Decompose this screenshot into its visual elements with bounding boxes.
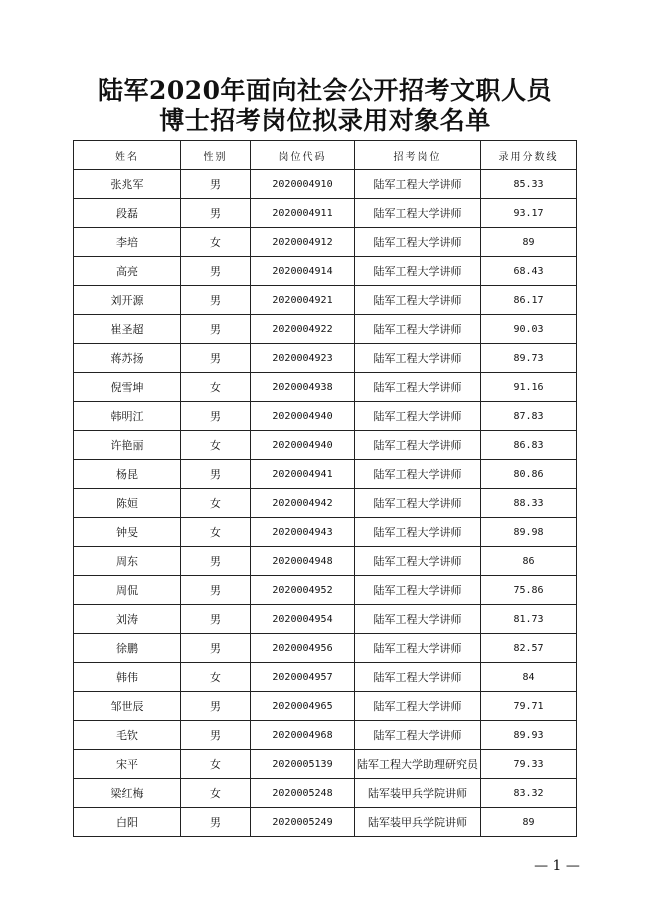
page-number: — 1 — [534,858,580,874]
cell-score: 81.73 [481,605,577,634]
cell-gender: 女 [181,228,251,257]
cell-gender: 男 [181,460,251,489]
cell-position-code: 2020004954 [251,605,355,634]
table-row [74,257,577,286]
table-row [74,344,577,373]
cell-position: 陆军工程大学讲师 [355,489,481,518]
cell-name: 刘涛 [74,605,181,634]
cell-position: 陆军工程大学讲师 [355,257,481,286]
candidate-table [73,140,577,837]
cell-gender: 女 [181,489,251,518]
cell-score: 87.83 [481,402,577,431]
cell-position-code: 2020005249 [251,808,355,837]
cell-name: 段磊 [74,199,181,228]
cell-gender: 女 [181,431,251,460]
cell-gender: 男 [181,634,251,663]
cell-score: 79.33 [481,750,577,779]
header-position: 招考岗位 [355,141,481,170]
cell-position: 陆军工程大学讲师 [355,286,481,315]
table-row [74,228,577,257]
cell-gender: 女 [181,663,251,692]
cell-gender: 男 [181,605,251,634]
cell-name: 陈姮 [74,489,181,518]
cell-position-code: 2020004956 [251,634,355,663]
table-row [74,460,577,489]
cell-gender: 男 [181,170,251,199]
cell-position-code: 2020004952 [251,576,355,605]
cell-name: 高亮 [74,257,181,286]
cell-name: 张兆军 [74,170,181,199]
cell-name: 周东 [74,547,181,576]
cell-name: 钟旻 [74,518,181,547]
cell-position: 陆军工程大学讲师 [355,518,481,547]
cell-position-code: 2020004938 [251,373,355,402]
cell-position-code: 2020004914 [251,257,355,286]
cell-name: 徐鹏 [74,634,181,663]
cell-position: 陆军工程大学讲师 [355,605,481,634]
table-row [74,373,577,402]
table-row [74,779,577,808]
header-row [74,141,577,170]
cell-position-code: 2020004921 [251,286,355,315]
cell-gender: 男 [181,808,251,837]
cell-position-code: 2020004923 [251,344,355,373]
cell-name: 许艳丽 [74,431,181,460]
cell-gender: 男 [181,721,251,750]
cell-position-code: 2020004912 [251,228,355,257]
cell-position: 陆军工程大学讲师 [355,663,481,692]
header-position-code: 岗位代码 [251,141,355,170]
cell-score: 91.16 [481,373,577,402]
cell-position-code: 2020004948 [251,547,355,576]
table-row [74,634,577,663]
table-row [74,170,577,199]
cell-name: 李培 [74,228,181,257]
cell-name: 韩明江 [74,402,181,431]
cell-gender: 男 [181,547,251,576]
cell-position-code: 2020004965 [251,692,355,721]
cell-position: 陆军工程大学讲师 [355,634,481,663]
table-row [74,286,577,315]
cell-score: 80.86 [481,460,577,489]
cell-name: 杨昆 [74,460,181,489]
header-gender: 性别 [181,141,251,170]
cell-name: 邹世辰 [74,692,181,721]
cell-position: 陆军工程大学讲师 [355,431,481,460]
cell-gender: 男 [181,344,251,373]
cell-score: 84 [481,663,577,692]
cell-score: 79.71 [481,692,577,721]
table-row [74,808,577,837]
cell-name: 崔圣超 [74,315,181,344]
table-row [74,431,577,460]
cell-position-code: 2020004940 [251,431,355,460]
cell-gender: 男 [181,576,251,605]
title-line-2: 博士招考岗位拟录用对象名单 [159,106,491,135]
cell-position: 陆军工程大学讲师 [355,344,481,373]
table-row [74,518,577,547]
cell-position: 陆军工程大学讲师 [355,692,481,721]
cell-position: 陆军工程大学讲师 [355,315,481,344]
table-row [74,402,577,431]
cell-position-code: 2020004941 [251,460,355,489]
cell-score: 86.17 [481,286,577,315]
table-row [74,750,577,779]
cell-position-code: 2020004957 [251,663,355,692]
cell-score: 75.86 [481,576,577,605]
table-row [74,721,577,750]
cell-position: 陆军工程大学讲师 [355,228,481,257]
cell-score: 89.98 [481,518,577,547]
cell-gender: 男 [181,286,251,315]
header-name: 姓名 [74,141,181,170]
cell-score: 90.03 [481,315,577,344]
cell-position: 陆军工程大学讲师 [355,576,481,605]
cell-position-code: 2020004943 [251,518,355,547]
cell-position: 陆军工程大学讲师 [355,547,481,576]
cell-gender: 男 [181,199,251,228]
cell-name: 宋平 [74,750,181,779]
cell-position-code: 2020004910 [251,170,355,199]
cell-position: 陆军工程大学讲师 [355,373,481,402]
cell-gender: 女 [181,518,251,547]
cell-position: 陆军装甲兵学院讲师 [355,779,481,808]
table-row [74,489,577,518]
cell-score: 88.33 [481,489,577,518]
table-row [74,605,577,634]
header-score: 录用分数线 [481,141,577,170]
cell-gender: 男 [181,315,251,344]
cell-position-code: 2020004968 [251,721,355,750]
cell-gender: 男 [181,402,251,431]
cell-name: 倪雪坤 [74,373,181,402]
cell-score: 89.73 [481,344,577,373]
cell-score: 83.32 [481,779,577,808]
cell-name: 韩伟 [74,663,181,692]
cell-gender: 女 [181,373,251,402]
cell-name: 梁红梅 [74,779,181,808]
cell-position: 陆军装甲兵学院讲师 [355,808,481,837]
table-row [74,547,577,576]
table-row [74,199,577,228]
cell-gender: 女 [181,750,251,779]
table-body [74,170,577,837]
cell-score: 86 [481,547,577,576]
cell-score: 68.43 [481,257,577,286]
table-row [74,576,577,605]
cell-position: 陆军工程大学讲师 [355,721,481,750]
cell-position-code: 2020004911 [251,199,355,228]
cell-gender: 男 [181,692,251,721]
cell-name: 刘开源 [74,286,181,315]
cell-position: 陆军工程大学助理研究员 [355,750,481,779]
cell-gender: 男 [181,257,251,286]
cell-position: 陆军工程大学讲师 [355,170,481,199]
cell-name: 周侃 [74,576,181,605]
cell-score: 85.33 [481,170,577,199]
cell-position-code: 2020004942 [251,489,355,518]
cell-position-code: 2020004922 [251,315,355,344]
table-row [74,315,577,344]
cell-position-code: 2020004940 [251,402,355,431]
cell-position-code: 2020005139 [251,750,355,779]
cell-score: 89.93 [481,721,577,750]
cell-name: 白阳 [74,808,181,837]
cell-name: 毛钦 [74,721,181,750]
title-line-1: 陆军2020年面向社会公开招考文职人员 [97,76,553,105]
table-row [74,692,577,721]
cell-score: 89 [481,808,577,837]
cell-name: 蒋苏扬 [74,344,181,373]
cell-score: 86.83 [481,431,577,460]
cell-position-code: 2020005248 [251,779,355,808]
cell-score: 93.17 [481,199,577,228]
cell-gender: 女 [181,779,251,808]
cell-position: 陆军工程大学讲师 [355,199,481,228]
cell-position: 陆军工程大学讲师 [355,460,481,489]
cell-score: 89 [481,228,577,257]
cell-position: 陆军工程大学讲师 [355,402,481,431]
table-row [74,663,577,692]
cell-score: 82.57 [481,634,577,663]
